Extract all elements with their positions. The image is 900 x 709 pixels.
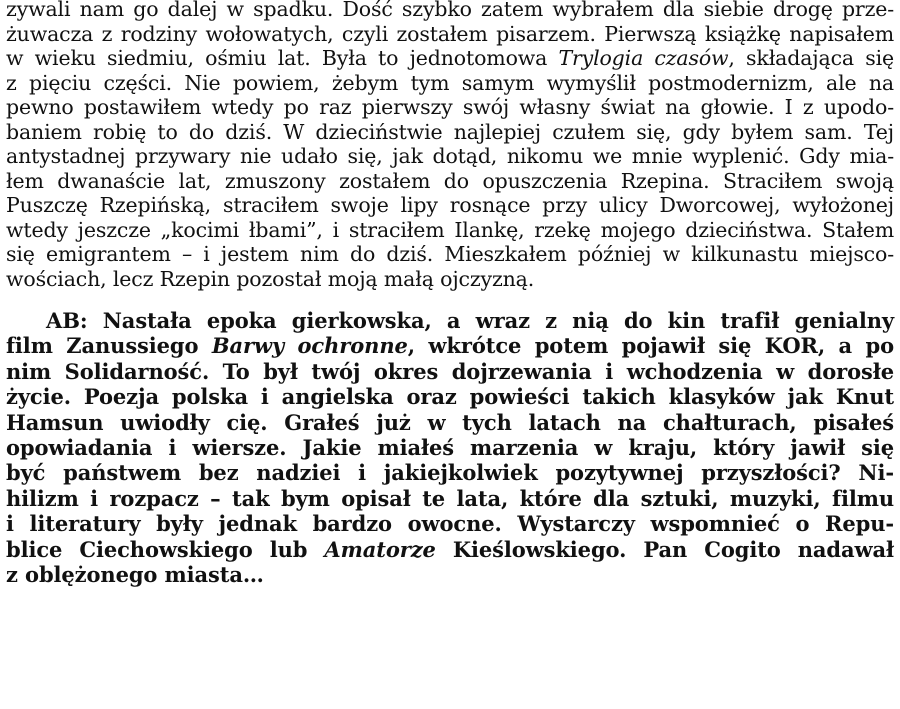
document-page [6, 0, 894, 587]
text-line: antystadnej przywary nie udało się, jak dotąd, nikomu we mnie wyplenić. Gdy mia- [6, 144, 894, 168]
text-line: baniem robię to do dziś. W dzieciństwie najlepiej czułem się, gdy byłem sam. Tej [6, 119, 894, 144]
question-line: opowiadania i wiersze. Jakie miałeś marzenia w kraju, który jawił się [6, 434, 894, 460]
question-line: AB: Nastała epoka gierkowska, a wraz z nią do kin trafił genialny [46, 308, 894, 333]
question-line: film Zanussiego Barwy ochronne, wkrótce potem pojawił się KOR, a po [6, 333, 894, 359]
book-title-italic: Trylogia czasów [558, 46, 729, 70]
answer-paragraph [6, 0, 894, 291]
question-line: i literatury były jednak bardzo owocne. Wystarczy wspomnieć o Repu- [6, 511, 894, 537]
question-line-last: z oblężonego miasta… [6, 561, 264, 587]
question-line: Hamsun uwiodły cię. Grałeś już w tych latach na chałturach, pisałeś [6, 409, 894, 435]
question-line: być państwem bez nadziei i jakiejkolwiek pozytywnej przyszłości? Ni- [6, 460, 894, 486]
text-line: w wieku siedmiu, ośmiu lat. Była to jednotomowa Trylogia czasów, składająca się [6, 46, 894, 70]
text-line: żuwacza z rodziny wołowatych, czyli zostałem pisarzem. Pierwszą książkę napisałem [6, 21, 894, 46]
text-line: Puszczę Rzepińską, straciłem swoje lipy rosnące przy ulicy Dworcowej, wyłożonej [6, 193, 894, 217]
text-line: zywali nam go dalej w spadku. Dość szybko zatem wybrałem dla siebie drogę prze- [6, 0, 894, 21]
text-line-last: wościach, lecz Rzepin pozostał moją małą ojczyzną. [6, 266, 535, 291]
question-line: życie. Poezja polska i angielska oraz powieści takich klasyków jak Knut [6, 384, 894, 410]
question-line: hilizm i rozpacz – tak bym opisał te lata, które dla sztuki, muzyki, filmu [6, 485, 894, 511]
interviewer-question-paragraph [6, 308, 894, 587]
text-line: wtedy jeszcze „kocimi łbami”, i straciłem Ilankę, rzekę mojego dzieciństwa. Stałem [6, 217, 894, 242]
question-line: blice Ciechowskiego lub Amatorze Kieślowskiego. Pan Cogito nadawał [6, 536, 894, 562]
text-line: pewno postawiłem wtedy po raz pierwszy swój własny świat na głowie. I z upodo- [6, 95, 894, 119]
question-line: nim Solidarność. To był twój okres dojrzewania i wchodzenia w dorosłe [6, 358, 894, 384]
film-title-italic: Barwy ochronne [211, 333, 408, 359]
film-title-italic: Amatorze [324, 536, 436, 562]
text-line: łem dwanaście lat, zmuszony zostałem do opuszczenia Rzepina. Straciłem swoją [6, 168, 894, 193]
text-line: się emigrantem – i jestem nim do dziś. Mieszkałem później w kilkunastu miejsco- [6, 242, 894, 266]
text-line: z pięciu części. Nie powiem, żebym tym samym wymyślił postmodernizm, ale na [6, 70, 894, 95]
